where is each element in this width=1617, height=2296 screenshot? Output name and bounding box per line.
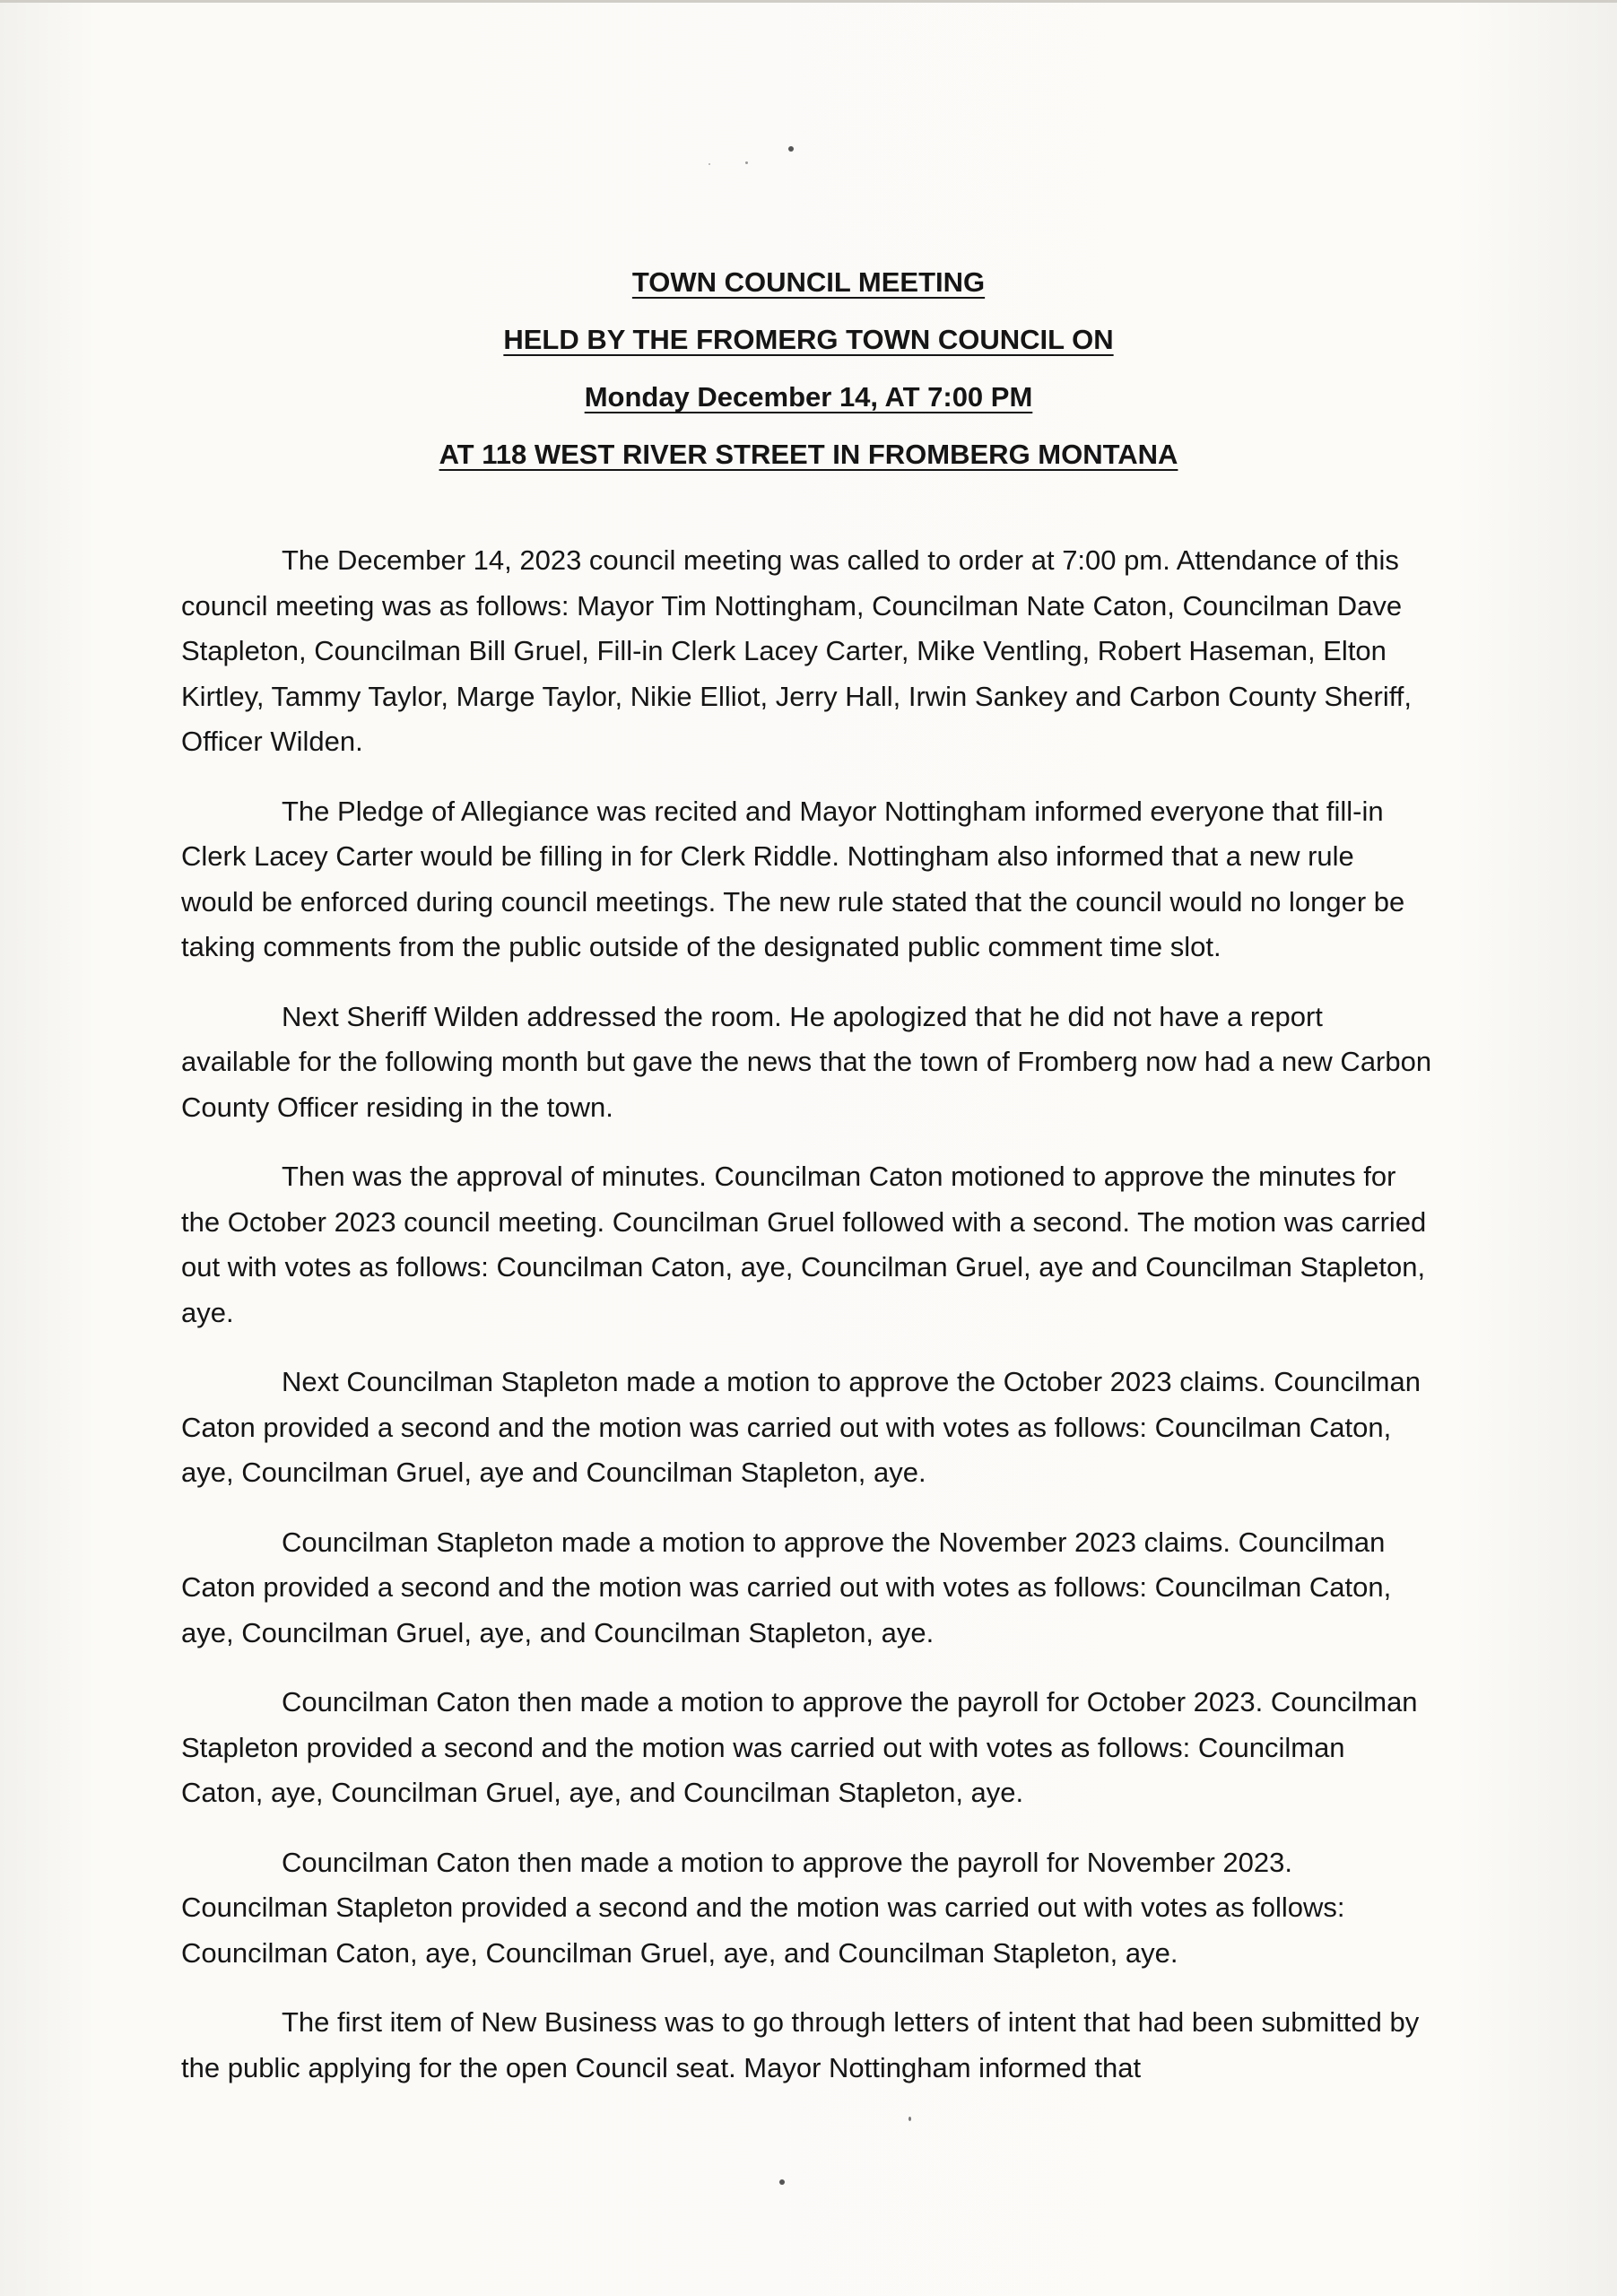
document-header bbox=[0, 262, 1617, 491]
paragraph-new-business: The first item of New Business was to go through letters of intent that had been submitted by the public applying for the open Council seat. Mayor Nottingham informed that bbox=[181, 2006, 1420, 2083]
document-subtitle-location: AT 118 WEST RIVER STREET IN FROMBERG MONTANA bbox=[439, 439, 1178, 470]
scan-speck bbox=[788, 146, 794, 152]
document-body bbox=[181, 538, 1432, 2115]
scan-speck bbox=[779, 2179, 785, 2185]
document-title: TOWN COUNCIL MEETING bbox=[631, 266, 986, 298]
document-subtitle-date: Monday December 14, AT 7:00 PM bbox=[584, 381, 1033, 413]
paragraph-attendance: The December 14, 2023 council meeting was called to order at 7:00 pm. Attendance of this council meeting was as follows: Mayor Tim Nottingham, Councilman Nate Caton, Councilman Dave Stapleton, Councilman Bill Gruel, Fill-in Clerk Lacey Carter, Mike Ventling, Robert Haseman, Elton Kirtley, Tammy Taylor, Marge Taylor, Nikie Elliot, Jerry Hall, Irwin Sankey and Carbon County Sheriff, Officer Wilden. bbox=[181, 544, 1413, 757]
document-subtitle-council: HELD BY THE FROMERG TOWN COUNCIL ON bbox=[503, 324, 1114, 355]
paragraph-sheriff-report: Next Sheriff Wilden addressed the room. He apologized that he did not have a report available for the following month but gave the news that the town of Fromberg now had a new Carbon County Officer residing in the town. bbox=[181, 1000, 1432, 1123]
scan-edge bbox=[0, 0, 1617, 3]
paragraph-pledge: The Pledge of Allegiance was recited and Mayor Nottingham informed everyone that fill-in Clerk Lacey Carter would be filling in for Clerk Riddle. Nottingham also informed that a new rule would be enforced during council meetings. The new rule stated that the council would no longer be taking comments from the public outside of the designated public comment time slot. bbox=[181, 795, 1405, 962]
scan-speck bbox=[745, 161, 748, 164]
paragraph-november-claims: Councilman Stapleton made a motion to approve the November 2023 claims. Councilman Caton provided a second and the motion was carried out with votes as follows: Councilman Caton, aye, Councilman Gruel, aye, and Councilman Stapleton, aye. bbox=[181, 1526, 1392, 1648]
paragraph-november-payroll: Councilman Caton then made a motion to approve the payroll for November 2023. Councilman Stapleton provided a second and the motion was carried out with votes as follows: Councilman Caton, aye, Councilman Gruel, aye, and Councilman Stapleton, aye. bbox=[181, 1846, 1345, 1969]
scan-speck bbox=[709, 163, 710, 165]
scan-speck bbox=[908, 2117, 911, 2121]
paragraph-october-payroll: Councilman Caton then made a motion to approve the payroll for October 2023. Councilman Stapleton provided a second and the motion was carried out with votes as follows: Councilman Caton, aye, Councilman Gruel, aye, and Councilman Stapleton, aye. bbox=[181, 1686, 1418, 1808]
paragraph-minutes-approval: Then was the approval of minutes. Councilman Caton motioned to approve the minutes for the October 2023 council meeting. Councilman Gruel followed with a second. The motion was carried out with votes as follows: Councilman Caton, aye, Councilman Gruel, aye and Councilman Stapleton, aye. bbox=[181, 1161, 1427, 1328]
paragraph-october-claims: Next Councilman Stapleton made a motion to approve the October 2023 claims. Councilman Caton provided a second and the motion was carried out with votes as follows: Councilman Caton, aye, Councilman Gruel, aye and Councilman Stapleton, aye. bbox=[181, 1366, 1421, 1488]
